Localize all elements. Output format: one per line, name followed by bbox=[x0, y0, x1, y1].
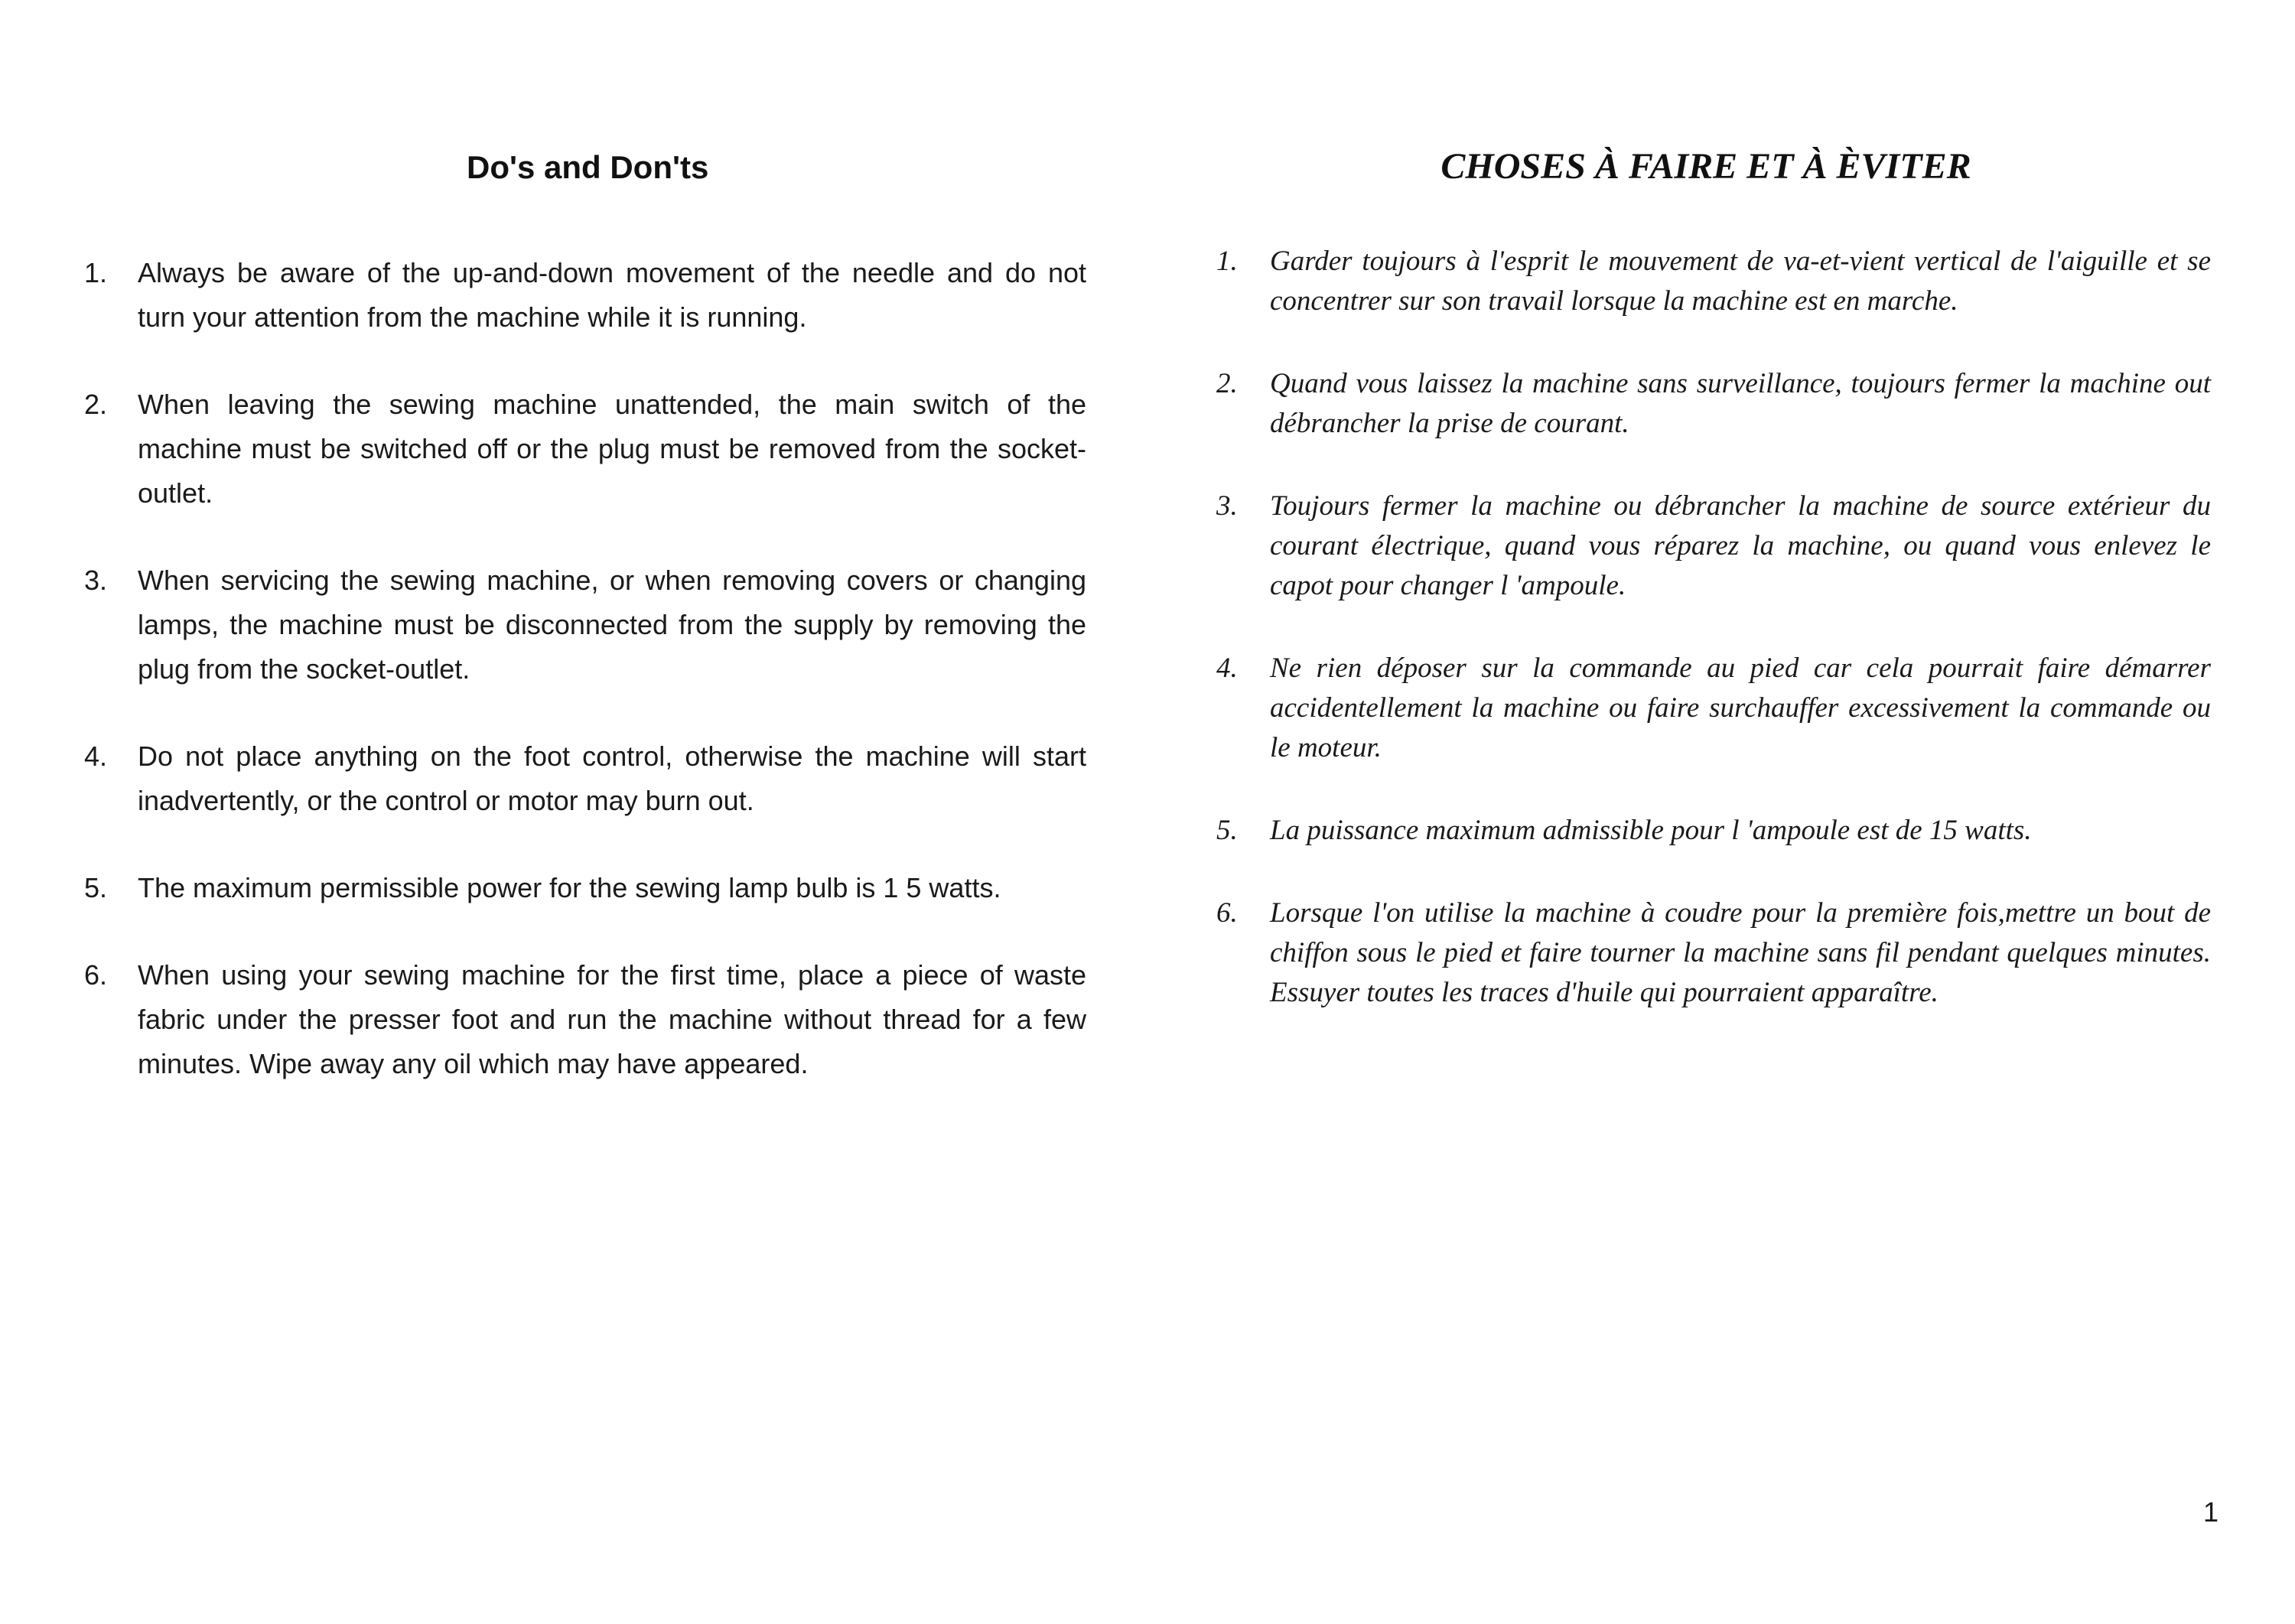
french-item-4-number: 4. bbox=[1216, 653, 1238, 684]
french-item-2-text: Quand vous laissez la machine sans surveillance, toujours fermer la machine out débrancher la prise de courant. bbox=[1270, 368, 2211, 439]
english-item-3 bbox=[76, 558, 1086, 692]
french-item-3-text: Toujours fermer la machine ou débrancher la machine de source extérieur du courant électrique, quand vous réparez la machine, ou quand vous enlevez le capot pour changer l 'ampoule. bbox=[1270, 490, 2211, 601]
english-item-6-text: When using your sewing machine for the first time, place a piece of waste fabric under the presser foot and run the machine without thread for a few minutes. Wipe away any oil which may have appeared. bbox=[138, 959, 1086, 1079]
english-item-1-text: Always be aware of the up-and-down movement of the needle and do not turn your attention from the machine while it is running. bbox=[138, 257, 1086, 333]
english-item-5-number: 5. bbox=[84, 872, 108, 903]
french-item-5 bbox=[1209, 811, 2211, 851]
english-title: Do's and Don'ts bbox=[467, 148, 709, 185]
english-item-5 bbox=[76, 866, 1086, 910]
french-item-2-number: 2. bbox=[1216, 368, 1238, 399]
french-item-6-text: Lorsque l'on utilise la machine à coudre pour la première fois,mettre un bout de chiffon sous le pied et faire tourner la machine sans fil pendant quelques minutes. Essuyer toutes les traces d'huile qui pourraient apparaître. bbox=[1270, 897, 2211, 1008]
english-item-2-number: 2. bbox=[84, 389, 108, 420]
french-item-1-number: 1. bbox=[1216, 246, 1238, 277]
french-item-5-number: 5. bbox=[1216, 815, 1238, 846]
french-item-3 bbox=[1209, 487, 2211, 606]
page-number: 1 bbox=[2202, 1496, 2218, 1528]
french-item-4-text: Ne rien déposer sur la commande au pied car cela pourrait faire démarrer accidentellement la machine ou faire surchauffer excessivement la commande ou le moteur. bbox=[1270, 653, 2211, 763]
english-item-6 bbox=[76, 953, 1086, 1086]
french-title: CHOSES À FAIRE ET À ÈVITER bbox=[1440, 145, 1971, 187]
english-item-1 bbox=[76, 251, 1086, 340]
english-item-3-text: When servicing the sewing machine, or when removing covers or changing lamps, the machine must be disconnected from the supply by removing the plug from the socket-outlet. bbox=[138, 565, 1086, 685]
english-item-4-number: 4. bbox=[84, 740, 108, 772]
english-item-2-text: When leaving the sewing machine unattended, the main switch of the machine must be switched off or the plug must be removed from the socket-outlet. bbox=[138, 389, 1086, 509]
english-item-5-text: The maximum permissible power for the sewing lamp bulb is 1 5 watts. bbox=[138, 872, 1001, 903]
french-item-6 bbox=[1209, 893, 2211, 1013]
french-item-2 bbox=[1209, 364, 2211, 444]
english-item-3-number: 3. bbox=[84, 565, 108, 596]
english-item-6-number: 6. bbox=[84, 959, 108, 991]
english-item-2 bbox=[76, 382, 1086, 516]
english-item-4 bbox=[76, 734, 1086, 823]
english-list bbox=[76, 251, 1086, 1086]
french-item-4 bbox=[1209, 649, 2211, 768]
english-item-4-text: Do not place anything on the foot control, otherwise the machine will start inadvertently, or the control or motor may burn out. bbox=[138, 740, 1086, 816]
french-item-1-text: Garder toujours à l'esprit le mouvement de va-et-vient vertical de l'aiguille et se concentrer sur son travail lorsque la machine est en marche. bbox=[1270, 246, 2211, 317]
french-item-5-text: La puissance maximum admissible pour l 'ampoule est de 15 watts. bbox=[1270, 815, 2032, 846]
french-item-6-number: 6. bbox=[1216, 897, 1238, 929]
french-item-3-number: 3. bbox=[1216, 490, 1238, 522]
english-item-1-number: 1. bbox=[84, 257, 108, 288]
french-list bbox=[1209, 242, 2211, 1013]
french-item-1 bbox=[1209, 242, 2211, 321]
